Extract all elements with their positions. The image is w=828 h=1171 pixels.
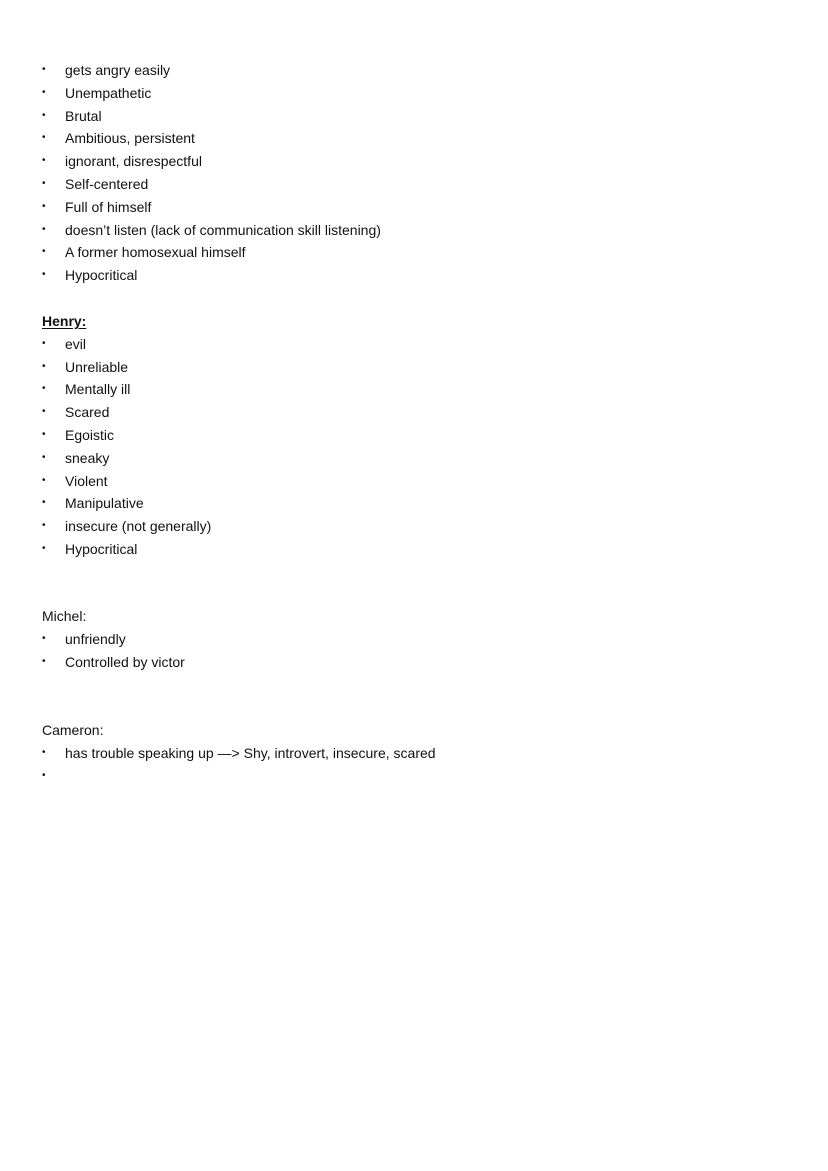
list-item-text: ignorant, disrespectful <box>65 153 202 170</box>
bullet-icon: • <box>42 383 46 395</box>
bullet-icon: • <box>42 655 46 667</box>
list-item-text: Violent <box>65 472 108 489</box>
bullet-icon: • <box>42 746 46 758</box>
list-item-text: Brutal <box>65 107 102 124</box>
list-item <box>42 173 381 196</box>
bullet-icon: • <box>42 474 46 486</box>
trait-list <box>42 333 211 561</box>
section-henry <box>42 310 211 561</box>
bullet-icon: • <box>42 632 46 644</box>
list-item <box>42 765 436 788</box>
bullet-icon: • <box>42 200 46 212</box>
list-item-text: unfriendly <box>65 630 126 647</box>
section-heading-michel: Michel: <box>42 608 87 624</box>
list-item <box>42 127 381 150</box>
list-item-text: Unempathetic <box>65 84 152 101</box>
list-item <box>42 105 381 128</box>
list-item <box>42 538 211 561</box>
list-item <box>42 82 381 105</box>
list-item <box>42 150 381 173</box>
bullet-icon: • <box>42 109 46 121</box>
list-item-text: Manipulative <box>65 495 144 512</box>
list-item <box>42 241 381 264</box>
list-item <box>42 333 211 356</box>
list-item-text: Egoistic <box>65 426 115 443</box>
list-item <box>42 742 436 765</box>
list-item-text: Mentally ill <box>65 381 131 398</box>
section-unnamed <box>42 59 381 287</box>
list-item <box>42 651 185 674</box>
trait-list <box>42 742 436 788</box>
bullet-icon: • <box>42 360 46 372</box>
bullet-icon: • <box>42 86 46 98</box>
bullet-icon: • <box>42 406 46 418</box>
list-item-text: Hypocritical <box>65 540 138 557</box>
bullet-icon: • <box>42 177 46 189</box>
section-heading-cameron: Cameron: <box>42 722 104 738</box>
bullet-icon: • <box>42 769 46 781</box>
list-item-text: A former homosexual himself <box>65 244 246 261</box>
list-item <box>42 628 185 651</box>
list-item <box>42 378 211 401</box>
list-item <box>42 470 211 493</box>
trait-list <box>42 59 381 287</box>
list-item <box>42 447 211 470</box>
list-item-text: Controlled by victor <box>65 653 185 670</box>
list-item <box>42 515 211 538</box>
list-item-text: Unreliable <box>65 358 129 375</box>
bullet-icon: • <box>42 269 46 281</box>
list-item-text: gets angry easily <box>65 62 171 78</box>
section-cameron <box>42 719 436 787</box>
list-item-text: insecure (not generally) <box>65 518 212 535</box>
bullet-icon: • <box>42 337 46 349</box>
list-item-text: Scared <box>65 404 110 421</box>
list-item <box>42 424 211 447</box>
bullet-icon: • <box>42 451 46 463</box>
list-item <box>42 59 381 82</box>
list-item <box>42 196 381 219</box>
list-item-text: Hypocritical <box>65 267 138 284</box>
bullet-icon: • <box>42 497 46 509</box>
bullet-icon: • <box>42 246 46 258</box>
bullet-icon: • <box>42 64 46 75</box>
list-item <box>42 401 211 424</box>
bullet-icon: • <box>42 155 46 167</box>
section-heading-henry: Henry: <box>42 313 87 329</box>
list-item-text: Self-centered <box>65 175 149 192</box>
bullet-icon: • <box>42 132 46 144</box>
bullet-icon: • <box>42 223 46 235</box>
section-michel <box>42 605 185 673</box>
list-item <box>42 264 381 287</box>
list-item-text: has trouble speaking up —> Shy, introvert, insecure, scared <box>65 744 436 761</box>
bullet-icon: • <box>42 520 46 532</box>
list-item-text: doesn’t listen (lack of communication skill listening) <box>65 221 381 238</box>
list-item-text: evil <box>65 335 87 352</box>
list-item-text: Full of himself <box>65 198 152 215</box>
list-item-text: sneaky <box>65 449 110 466</box>
list-item <box>42 219 381 242</box>
bullet-icon: • <box>42 428 46 440</box>
list-item <box>42 356 211 379</box>
list-item <box>42 492 211 515</box>
bullet-icon: • <box>42 542 46 554</box>
trait-list <box>42 628 185 674</box>
list-item-text: Ambitious, persistent <box>65 130 195 147</box>
